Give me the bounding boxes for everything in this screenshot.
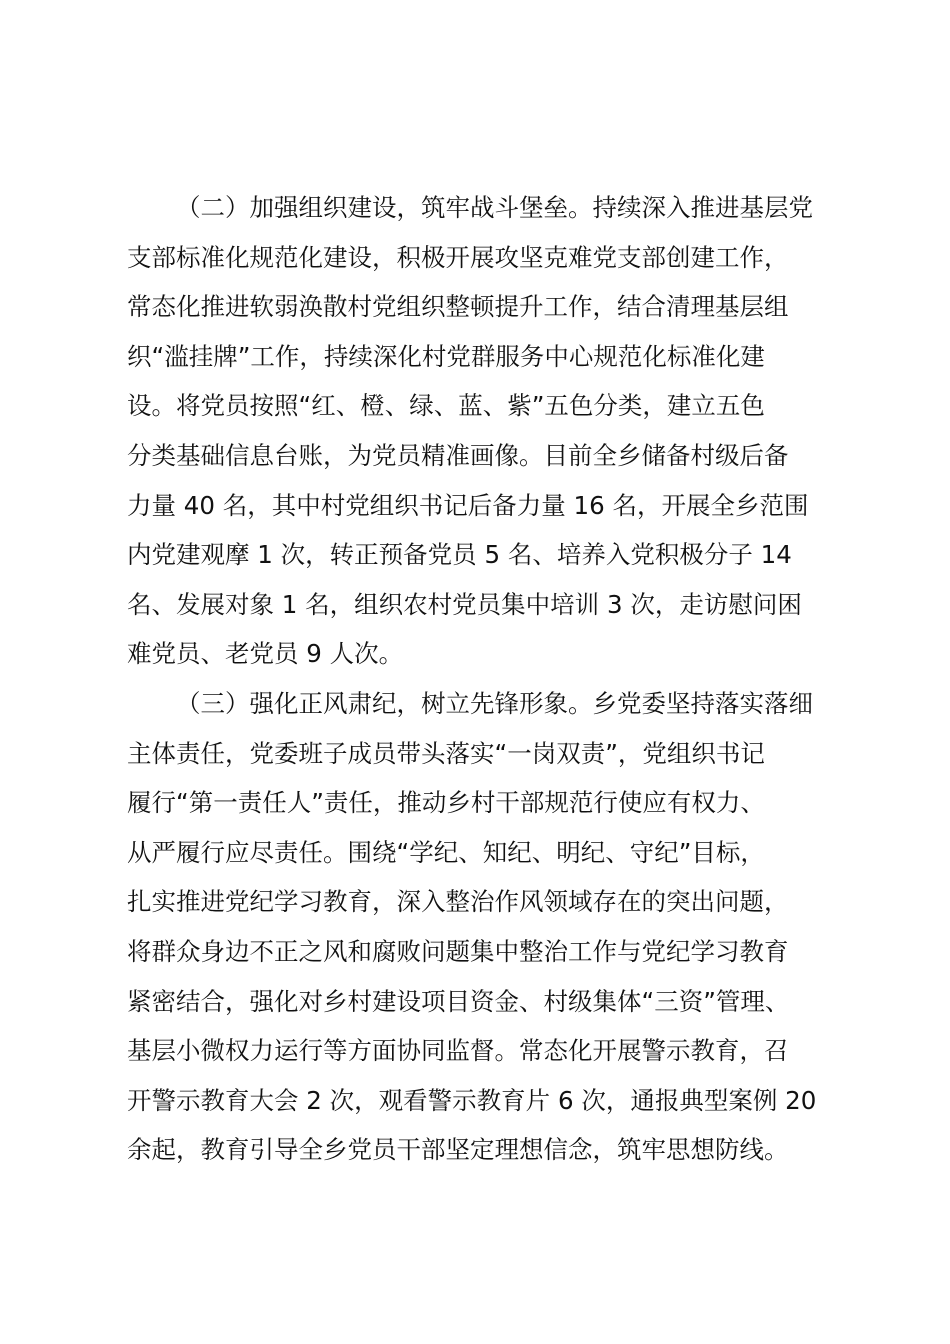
document-body [127, 183, 839, 1175]
text-line: 开警示教育大会 2 次，观看警示教育片 6 次，通报典型案例 20 [127, 1085, 817, 1115]
text-line: （三）强化正风肃纪，树立先锋形象。乡党委坚持落实落细 [176, 688, 813, 718]
text-line: 从严履行应尽责任。围绕“学纪、知纪、明纪、守纪”目标， [127, 837, 765, 867]
paragraph-organization-building [127, 183, 839, 679]
text-line: 扎实推进党纪学习教育，深入整治作风领域存在的突出问题， [127, 887, 789, 917]
text-line: 力量 40 名，其中村党组织书记后备力量 16 名，开展全乡范围 [127, 490, 809, 520]
text-line: 分类基础信息台账，为党员精准画像。目前全乡储备村级后备 [127, 440, 789, 470]
text-line: 设。将党员按照“红、橙、绿、蓝、紫”五色分类，建立五色 [127, 391, 765, 421]
text-line: 名、发展对象 1 名，组织农村党员集中培训 3 次，走访慰问困 [127, 589, 802, 619]
text-line: 支部标准化规范化建设，积极开展攻坚克难党支部创建工作， [127, 242, 789, 272]
text-line: 织“滥挂牌”工作，持续深化村党群服务中心规范化标准化建 [127, 341, 765, 371]
text-line: 紧密结合，强化对乡村建设项目资金、村级集体“三资”管理、 [127, 986, 790, 1016]
paragraph-discipline [127, 679, 839, 1175]
text-line: （二）加强组织建设，筑牢战斗堡垒。持续深入推进基层党 [176, 193, 813, 222]
text-line: 难党员、老党员 9 人次。 [127, 639, 404, 669]
text-line: 主体责任，党委班子成员带头落实“一岗双责”，党组织书记 [127, 738, 765, 768]
text-line: 将群众身边不正之风和腐败问题集中整治工作与党纪学习教育 [127, 936, 789, 966]
text-line: 履行“第一责任人”责任，推动乡村干部规范行使应有权力、 [127, 788, 765, 818]
text-line: 基层小微权力运行等方面协同监督。常态化开展警示教育，召 [127, 1036, 789, 1066]
text-line: 内党建观摩 1 次，转正预备党员 5 名、培养入党积极分子 14 [127, 540, 792, 570]
text-line: 常态化推进软弱涣散村党组织整顿提升工作，结合清理基层组 [127, 292, 789, 322]
text-line: 余起，教育引导全乡党员干部坚定理想信念，筑牢思想防线。 [127, 1135, 789, 1165]
